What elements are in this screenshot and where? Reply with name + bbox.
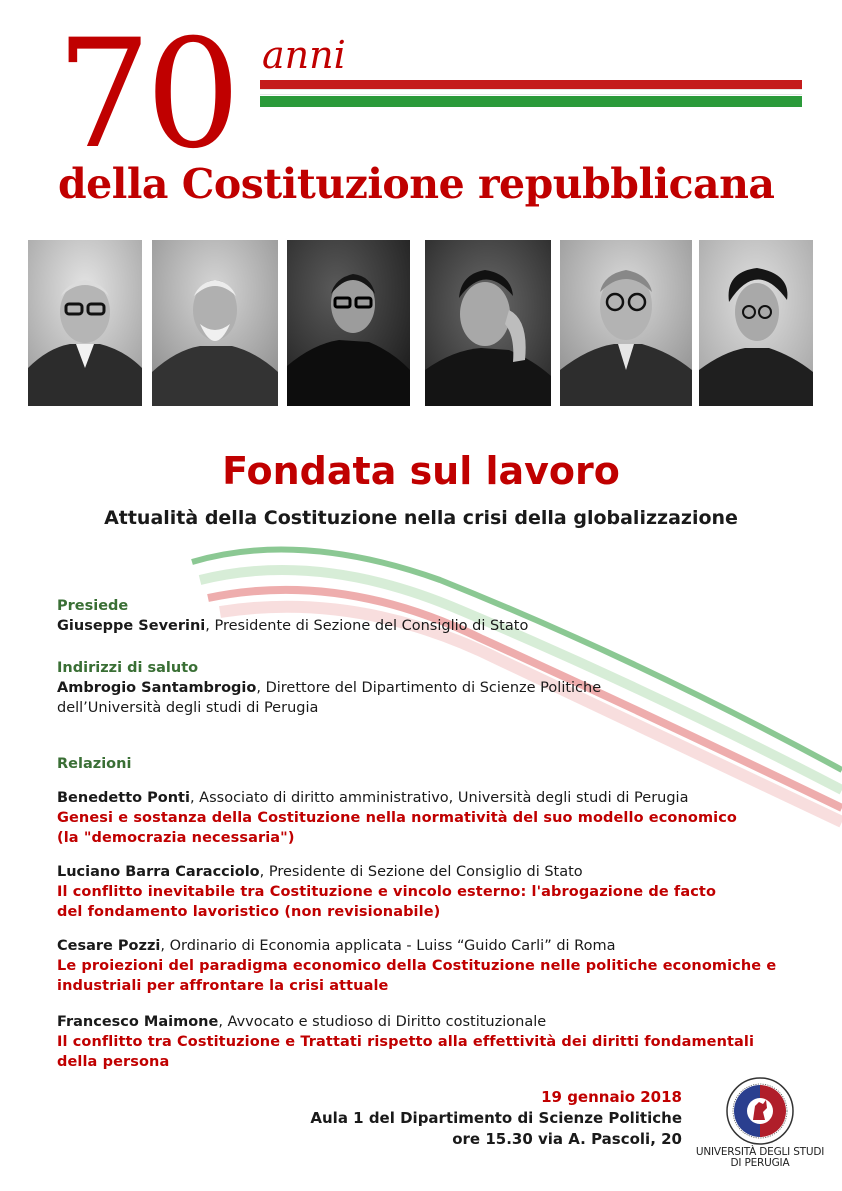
speaker-role: , Ordinario di Economia applicata - Luiss “Guido Carli” di Roma [160, 938, 616, 954]
speaker-name: Luciano Barra Caracciolo [57, 864, 260, 880]
event-subtitle: Attualità della Costituzione nella crisi della globalizzazione [104, 507, 738, 529]
talk-title-line2: (la "democrazia necessaria") [57, 830, 295, 846]
speaker-name: Benedetto Ponti [57, 790, 190, 806]
talk-title-line2: industriali per affrontare la crisi attuale [57, 978, 389, 994]
talk-title-line1: Genesi e sostanza della Costituzione nella normatività del suo modello economico [57, 810, 737, 826]
presiede-role: , Presidente di Sezione del Consiglio di Stato [205, 618, 529, 634]
speaker-role: , Presidente di Sezione del Consiglio di Stato [259, 864, 583, 880]
saluti-role-line2: dell’Università degli studi di Perugia [57, 700, 319, 716]
portrait-2 [152, 240, 278, 406]
portrait-6 [699, 240, 813, 406]
relazioni-heading: Relazioni [57, 756, 132, 772]
speaker-role: , Associato di diritto amministrativo, Università degli studi di Perugia [189, 790, 689, 806]
talk-title-line1: Il conflitto inevitabile tra Costituzione e vincolo esterno: l'abrogazione de facto [57, 884, 717, 900]
talk-title-line2: della persona [57, 1054, 170, 1070]
relazione-item [57, 936, 797, 996]
saluti-heading: Indirizzi di saluto [57, 660, 199, 676]
flag-stripe-green [260, 96, 802, 107]
talk-title-line1: Le proiezioni del paradigma economico della Costituzione nelle politiche economiche e [57, 958, 777, 974]
event-time-address: ore 15.30 via A. Pascoli, 20 [452, 1130, 682, 1148]
presiede-name: Giuseppe Severini [57, 618, 206, 634]
event-date: 19 gennaio 2018 [541, 1088, 682, 1106]
relazioni-heading-block [57, 754, 797, 774]
relazione-item [57, 788, 797, 848]
speaker-role: , Avvocato e studioso di Diritto costituzionale [218, 1014, 547, 1030]
header-subtitle: della Costituzione repubblicana [58, 160, 775, 208]
portrait-1 [28, 240, 142, 406]
presiede-heading: Presiede [57, 598, 129, 614]
saluti-name: Ambrogio Santambrogio [57, 680, 257, 696]
flag-stripe-white [260, 89, 802, 95]
university-seal-logo [725, 1076, 795, 1146]
portrait-4 [425, 240, 551, 406]
university-name-line2: DI PERUGIA [730, 1157, 790, 1169]
saluti-section [57, 658, 797, 718]
talk-title-line2: del fondamento lavoristico (non revisionabile) [57, 904, 441, 920]
speaker-name: Cesare Pozzi [57, 938, 161, 954]
university-name-line1: UNIVERSITÀ DEGLI STUDI [695, 1146, 825, 1158]
relazione-item [57, 862, 797, 922]
talk-title-line1: Il conflitto tra Costituzione e Trattati rispetto alla effettività dei diritti fondamentali [57, 1034, 755, 1050]
anniversary-number: 70 [56, 8, 235, 182]
presiede-section [57, 596, 797, 636]
relazione-item [57, 1012, 797, 1072]
university-name [694, 1147, 826, 1169]
saluti-role: , Direttore del Dipartimento di Scienze Politiche [256, 680, 602, 696]
portrait-3 [287, 240, 410, 406]
event-place: Aula 1 del Dipartimento di Scienze Politiche [310, 1109, 682, 1127]
event-details [310, 1087, 682, 1150]
flag-stripe-red [260, 80, 802, 89]
anni-label: anni [262, 33, 346, 77]
speaker-name: Francesco Maimone [57, 1014, 219, 1030]
portrait-5 [560, 240, 692, 406]
event-title: Fondata sul lavoro [222, 449, 620, 493]
